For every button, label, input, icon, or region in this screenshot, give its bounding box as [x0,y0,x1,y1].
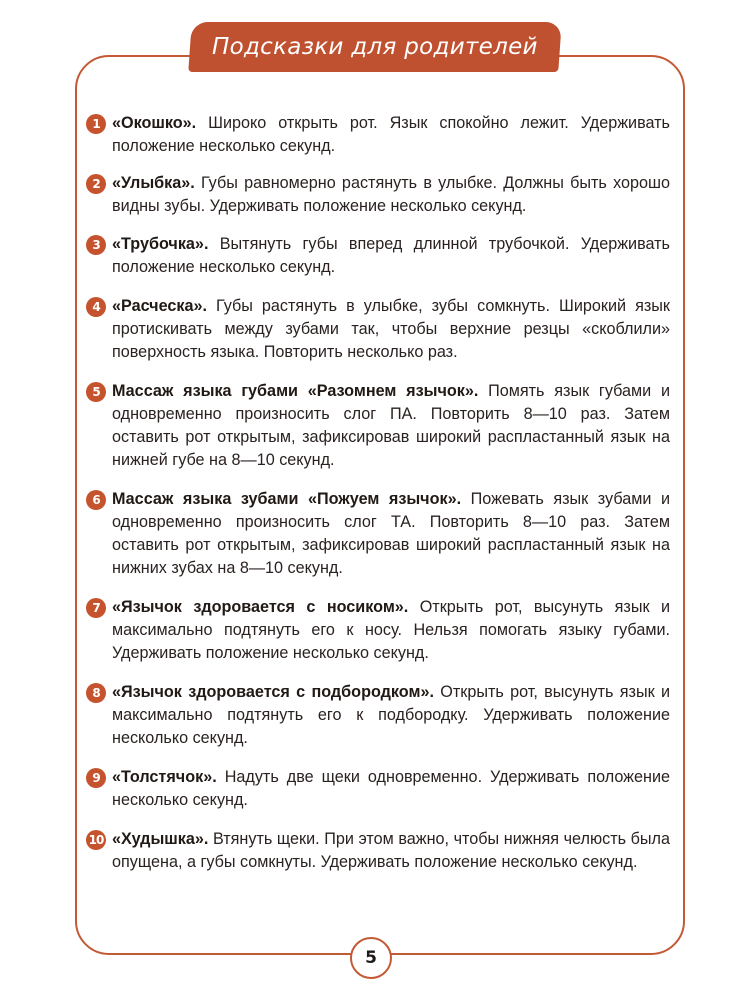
list-item [86,828,670,874]
item-number-badge: 1 [86,114,106,134]
item-body: Открыть рот, высунуть язык и максимально подтянуть его к подбородку. Удерживать положение несколько секунд. [112,683,671,747]
item-number-badge: 6 [86,490,106,510]
item-title: «Улыбка». [112,174,195,192]
list-item [86,596,670,665]
item-body: Широко открыть рот. Язык спокойно лежит. Удерживать положение несколько секунд. [112,114,670,155]
item-text [112,233,670,279]
item-title: «Трубочка». [112,235,209,253]
item-title: «Язычок здоровается с подбородком». [112,683,434,701]
item-text [112,295,670,364]
item-title: Массаж языка губами «Разомнем язычок». [112,382,479,400]
item-body: Вытянуть губы вперед длинной трубочкой. Удерживать положение несколько секунд. [112,235,670,276]
item-title: «Толстячок». [112,768,217,786]
item-number-badge: 10 [86,830,106,850]
item-body: Губы растянуть в улыбке, зубы сомкнуть. Широкий язык протискивать между зубами так, чтобы верхние резцы «скоблили» поверхность языка. Повторить несколько раз. [112,297,670,361]
list-item [86,380,670,472]
list-item [86,766,670,812]
item-number-badge: 3 [86,235,106,255]
list-item [86,681,670,750]
item-number-badge: 2 [86,174,106,194]
item-body: Открыть рот, высунуть язык и максимально подтянуть его к носу. Нельзя помогать языку губами. Удерживать положение несколько секунд. [112,598,670,662]
item-number-badge: 5 [86,382,106,402]
item-text [112,596,670,665]
item-body: Надуть две щеки одновременно. Удерживать положение несколько секунд. [112,768,670,809]
page-title [188,22,561,72]
item-title: «Расческа». [112,297,207,315]
list-item [86,488,670,580]
item-body: Губы равномерно растянуть в улыбке. Должны быть хорошо видны зубы. Удерживать положение несколько секунд. [112,174,670,215]
item-number-badge: 4 [86,297,106,317]
item-body: Втянуть щеки. При этом важно, чтобы нижняя челюсть была опущена, а губы сомкнуты. Удерживать положение несколько секунд. [112,830,670,871]
item-title: «Окошко». [112,114,197,132]
item-number-badge: 8 [86,683,106,703]
item-number-badge: 7 [86,598,106,618]
list-item [86,295,670,364]
list-item [86,172,670,218]
item-body: Помять язык губами и одновременно произносить слог ПА. Повторить 8—10 раз. Затем оставить рот открытым, зафиксировав широкий распластанный язык на нижней губе на 8—10 секунд. [112,382,670,469]
item-number-badge: 9 [86,768,106,788]
item-title: «Язычок здоровается с носиком». [112,598,409,616]
item-title: Массаж языка зубами «Пожуем язычок». [112,490,462,508]
item-text [112,488,670,580]
item-text [112,380,670,472]
item-text [112,112,670,158]
item-text [112,828,670,874]
item-text [112,681,670,750]
tips-list [86,112,670,874]
item-text [112,172,670,218]
list-item [86,233,670,279]
page-title-text: Подсказки для родителей [212,34,538,60]
item-body: Пожевать язык зубами и одновременно произносить слог ТА. Повторить 8—10 раз. Затем оставить рот открытым, зафиксировав широкий распластанный язык на нижних зубах на 8—10 секунд. [112,490,670,577]
page-number: 5 [350,937,392,979]
item-text [112,766,670,812]
list-item [86,112,670,158]
item-title: «Худышка». [112,830,209,848]
